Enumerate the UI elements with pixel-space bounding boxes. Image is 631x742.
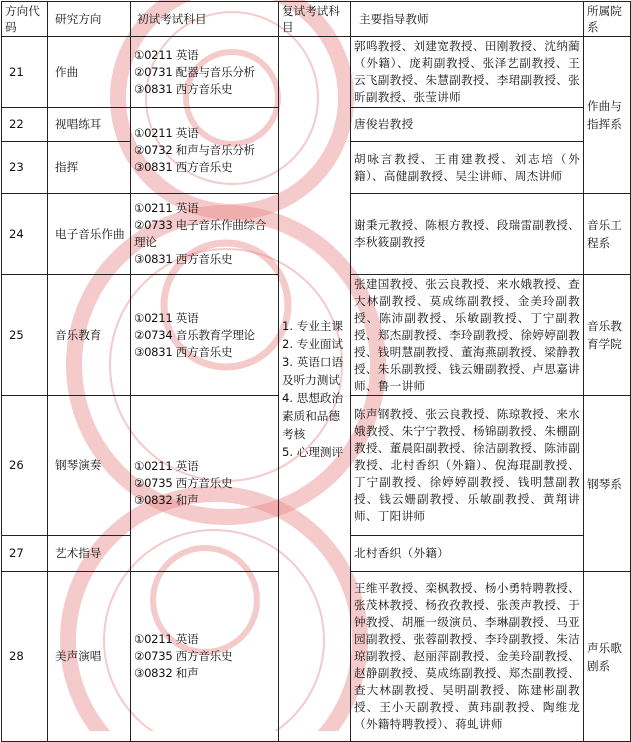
subject-item: ②0731 配器与音乐分析	[134, 64, 255, 79]
header-retest: 复试考试科目	[279, 2, 351, 37]
subject-item: ②0732 和声与音乐分析	[134, 143, 255, 157]
header-row	[2, 2, 631, 37]
subject-item: ①0211 英语	[134, 201, 199, 215]
subject-item: ③0831 西方音乐史	[134, 160, 233, 174]
row-teachers: 谢秉元教授、陈根方教授、段瑞雷副教授、李秋筱副教授	[351, 194, 584, 275]
dept-cell: 音乐教育学院	[584, 275, 631, 396]
row-teachers: 王维平教授、栾枫教授、杨小勇特聘教授、张茂林教授、杨孜孜教授、张羡声教授、于钟教授、胡雁一级演员、李琳副教授、马亚园副教授、张蓉副教授、李玲副教授、朱洁琼副教授、赵丽萍副教授、金美玲副教授、赵静副教授、莫成练副教授、郑杰副教授、查大林副教授、吴明副教授、陈建彬副教授、王小天副教授、黄玮副教授、陶维龙（外籍特聘教授）、蒋虬讲师	[351, 572, 584, 742]
row-code: 27	[2, 536, 48, 572]
retest-item: 1. 专业主课	[282, 319, 344, 333]
row-teachers: 张建国教授、张云良教授、来水娥教授、查大林副教授、莫成练副教授、金美玲副教授、陈沛副教授、乐敏副教授、丁宁副教授、郑杰副教授、李玲副教授、徐婷婷副教授、钱明慧副教授、董海燕副教授、梁静教授、朱乐副教授、钱云姗副教授、卢思嘉讲师、鲁一讲师	[351, 275, 584, 396]
subject-item: ①0211 英语	[134, 459, 199, 473]
subject-item: ①0211 英语	[134, 47, 199, 62]
dept-cell: 音乐工程系	[584, 194, 631, 275]
row-subjects	[131, 37, 279, 108]
subject-item: ②0734 音乐教育学理论	[134, 327, 255, 342]
subject-item: ①0211 英语	[134, 126, 199, 140]
subject-item: ③0832 和声	[134, 666, 199, 680]
subject-item: ②0735 西方音乐史	[134, 476, 233, 490]
retest-item: 3. 英语口语及听力测试	[282, 355, 344, 387]
program-table	[1, 1, 631, 742]
row-direction: 美声演唱	[48, 572, 131, 742]
header-direction: 研究方向	[48, 2, 131, 37]
row-subjects	[131, 275, 279, 396]
subject-item: ①0211 英语	[134, 310, 199, 325]
dept-cell: 声乐歌剧系	[584, 572, 631, 742]
table-row	[2, 37, 631, 108]
row-subjects	[131, 396, 279, 572]
header-exam: 初试考试科目	[131, 2, 279, 37]
header-dept: 所属院系	[584, 2, 631, 37]
row-direction: 钢琴演奏	[48, 396, 131, 536]
retest-cell	[279, 37, 351, 742]
header-teachers: 主要指导教师	[351, 2, 584, 37]
row-code: 28	[2, 572, 48, 742]
row-code: 24	[2, 194, 48, 275]
row-code: 22	[2, 108, 48, 142]
subject-item: ③0832 和声	[134, 493, 199, 507]
row-direction: 指挥	[48, 142, 131, 194]
row-direction: 音乐教育	[48, 275, 131, 396]
row-direction: 作曲	[48, 37, 131, 108]
row-subjects	[131, 572, 279, 742]
row-direction: 电子音乐作曲	[48, 194, 131, 275]
subject-item: ③0831 西方音乐史	[134, 81, 233, 96]
retest-item: 5. 心理测评	[282, 445, 344, 459]
header-code: 方向代码	[2, 2, 48, 37]
row-teachers: 陈声钢教授、张云良教授、陈琼教授、来水娥教授、朱宁宁教授、杨锦副教授、朱棚副教授、董晨阳副教授、徐洁副教授、陈沛副教授、北村香织（外籍）、倪海琨副教授、丁宁副教授、徐婷婷副教授、钱明慧副教授、钱云姗副教授、乐敏副教授、黄翔讲师、丁阳讲师	[351, 396, 584, 536]
subject-item: ③0831 西方音乐史	[134, 344, 233, 359]
row-teachers: 郭鸣教授、刘建宽教授、田刚教授、沈纳蔺（外籍）、庞莉副教授、张泽艺副教授、王云飞副教授、朱慧副教授、李珺副教授、张昕副教授、张莹讲师	[351, 37, 584, 108]
row-subjects	[131, 194, 279, 275]
dept-cell: 作曲与指挥系	[584, 37, 631, 194]
retest-item: 4. 思想政治素质和品德考核	[282, 391, 344, 441]
row-code: 25	[2, 275, 48, 396]
row-code: 26	[2, 396, 48, 536]
subject-item: ③0831 西方音乐史	[134, 252, 233, 266]
row-direction: 视唱练耳	[48, 108, 131, 142]
row-subjects	[131, 108, 279, 194]
row-code: 21	[2, 37, 48, 108]
row-teachers: 北村香织（外籍）	[351, 536, 584, 572]
retest-item: 2. 专业面试	[282, 337, 344, 351]
dept-cell: 钢琴系	[584, 396, 631, 572]
row-teachers: 胡咏言教授、王甫建教授、刘志培（外籍）、高健副教授、吴尘讲师、周杰讲师	[351, 142, 584, 194]
row-teachers: 唐俊岩教授	[351, 108, 584, 142]
subject-item: ①0211 英语	[134, 632, 199, 646]
row-code: 23	[2, 142, 48, 194]
row-direction: 艺术指导	[48, 536, 131, 572]
subject-item: ②0735 西方音乐史	[134, 649, 233, 663]
subject-item: ②0733 电子音乐作曲综合理论	[134, 218, 267, 249]
